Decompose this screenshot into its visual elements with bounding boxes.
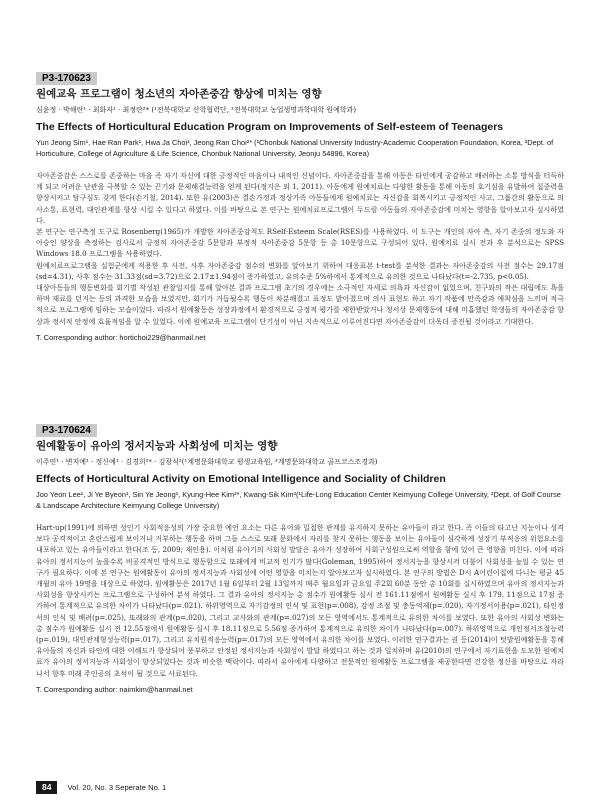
abstract-code: P3-170623 <box>36 72 97 85</box>
authors-english: Yun Jeong Sim¹, Hae Ran Park¹, Hwa Ja Choi¹, Jeong Ran Choi²* (¹Chonbuk National University Industry-Academic Cooperation Foundation, Korea, ²Dept. of Horticulture, College of Agriculture & Life Science, Chonbuk National University, Jeonju 54896, Korea) <box>36 138 554 158</box>
corresponding-author: T. Corresponding author: naimkim@hanmail.net <box>36 684 193 694</box>
abstract-code: P3-170624 <box>36 424 97 437</box>
title-korean: 원예활동이 유아의 정서지능과 사회성에 미치는 영향 <box>36 440 278 452</box>
authors-korean: 이주연¹ · 변지예¹ · 정신예¹ · 김경희²* · 김광식²(¹계명문화대학교 평생교육원, ²계명문화대학교 골프코스조경과) <box>36 458 378 466</box>
body-paragraph: Hart-up(1991)에 의하면 성인기 사회적응성의 가장 중요한 예언 요소는 다른 유아와 밀접한 관계를 유지하지 못하는 유아들이 라고 한다. 즉 이들의 타고난 지능이나 성격보다 공격적이고 혼란스럽게 보이거나 거부하는 행동을 하며 그들 스스로 또래 문화에서 자리를 찾지 못하는 행동을 보이는 유아들이 심각하게 성장기 부적응의 위험요소를 내포하고 있는 유아들이라고 한다(조 등, 2009; 재인용). 이처럼 유아기의 사회성 발달은 유아가 성장하여 사회구성원으로써 역할을 함에 있어 큰 영향을 미친다. 이에 따라 유아의 정서지능이 높을수록 비공격적인 방식으로 행동함으로 또래에게 비교적 인기가 많다(Goleman, 1995)하여 정서지능을 향상시켜 더불어 사회성을 높일 수 있는 연구가 필요하다. 이에 본 연구는 원예활동이 유아의 정서지능과 사회성에 어떤 영향을 미치는지 알아보고자 실시하였다. 본 연구의 방법은 D시 A어린이집에 다니는 평균 45개월의 유아 19명을 대상으로 하였다. 원예활동은 2017년 1월 6일부터 2월 13일까지 매주 월요일과 금요일 주2회 60분 동안 총 10회를 실시하였으며 유아의 정서지능과 사회성을 향상시키는 프로그램으로 구성하여 분석 하였다. 그 결과 유아의 정서지능 총 점수가 원예활동 실시 전 161.11점에서 원예활동 실시 후 179. 11점으로 17점 증가하여 통계적으로 유의한 차이가 나타났다(p=.021). 하위영역으로 자기감정의 인식 및 표현(p=.008), 감정 조절 및 충동억제(p=.020), 자기정서이용(p=.021), 타인정서의 인식 및 배려(p=.025), 또래와의 관계(p=.020), 그리고 교사와의 관계(p=.027)의 모든 영역에서도 통계적으로 유의한 차이를 보였다. 또한 유아의 사회성 변화는 총 점수가 원예활동 실시 전 12.55점에서 원예활동 실시 후 18.11점으로 5.56점 증가하여 통계적으로 유의한 차이가 나타났다(p=.007). 하위영역으로 개인정서조절능력(p=.019), 대인관계형성능력(p=.017), 그리고 유치원적응능력(p=.017)의 모든 영역에서 유의한 차이를 보였다. 이러한 연구결과는 권 등(2014)이 텃밭원예활동을 통해 유아들의 자신과 타인에 대한 이해도가 향상되어 풍부하고 안정된 정서지능과 사회성이 발달 하였다고 하는 것과 일치하며 유(2010)의 연구에서 자기표현을 도모한 원예치료가 유아의 정서지능과 사회성이 향상되었다는 것과 비슷한 맥락이다. 따라서 유아에게 다양하고 전문적인 원예활동 프로그램을 제공한다면 건강한 정신을 바탕으로 자라나서 향후 미래 주인공의 초석이 될 것으로 사료된다. <box>36 523 564 678</box>
journal-info: Vol. 20, No. 3 Seperate No. 1 <box>67 782 167 792</box>
authors-english: Joo Yeon Lee¹, Ji Ye Byeon¹, Sin Ye Jeong¹, Kyung-Hee Kim²*, Kwang-Sik Kim²(¹Life-Long Education Center Keimyung College University, ²Dept. of Golf Course & Landscape Architecture Keimyung College University) <box>36 490 561 510</box>
abstract-body <box>36 522 564 679</box>
title-korean: 원예교육 프로그램이 청소년의 자아존중감 향상에 미치는 영향 <box>36 88 322 100</box>
body-paragraph: 자아존중감은 스스로를 존중하는 마음 즉 자기 자신에 대한 긍정적인 마음이나 내적인 신념이다. 자아존중감을 통해 아동은 타인에게 공감하고 배려하는 소통 방식을 터득하게 되고 어려운 난관을 극복할 수 있는 끈기와 문제해결능력을 얻게 된다(정지은 외 1, 2011). 아동에게 원예치료는 다양한 활동을 통해 아동의 호기심을 유발하여 집중력을 향상시키고 탐구심도 갖게 한다(손기철, 2014). 또한 유(2003)은 결손가정과 정상가족 아동들에게 원예치료는 자신감을 회복시키고 긍정적인 사고, 그룹간의 활동으로 의사소통, 표현력, 대인관계를 향상 시킬 수 있다고 하였다. 이를 바탕으로 본 연구는 원예치료프로그램이 두드림 아동들의 자아존중감에 미치는 영향을 알아보고자 실시하였다. <box>36 171 564 225</box>
title-english: Effects of Horticultural Activity on Emotional Intelligence and Sociality of Children <box>36 473 446 485</box>
title-english: The Effects of Horticultural Education Program on Improvements of Self-esteem of Teenagers <box>36 121 504 133</box>
abstract-2 <box>36 418 564 694</box>
corresponding-author: T. Corresponding author: hortichoi229@hanmail.net <box>36 332 206 342</box>
page-footer <box>36 781 564 793</box>
abstract-body <box>36 170 564 327</box>
page-number: 84 <box>36 781 57 794</box>
abstract-1 <box>36 66 564 342</box>
authors-korean: 심윤정 · 박해란¹ · 최화자¹ · 최정란²* (¹전북대학교 산학협력단, ²전북대학교 농업생명과학대학 원예학과) <box>36 106 357 114</box>
body-paragraph: 대상아동들의 행동변화를 회기별 작성된 관찰일지를 통해 알아본 결과 프로그램 초기의 경우에는 소극적인 자세로 의욕과 자신감이 없었으며, 친구와의 작은 대립에도 욕을 하며 재료를 던지는 등의 과격한 모습을 보였지만, 회기가 거듭될수록 행동이 차분해졌고 표정도 밝아졌으며 의사 표현도 하고 자기 작품에 만족감과 애착심을 느끼며 적극적으로 프로그램에 임하는 모습이었다. 따라서 원예활동은 성장과정에서 환경적으로 긍정적 평가를 제한받았거나 청서상 문제행동에 대해 미흡했던 학생들의 자아존중감 향상과 정서적 안정에 효율적임을 알 수 있었다. 이에 원예교육 프로그램이 단기성이 아닌 지속적으로 이루어진다면 자아존중감이 더욱더 증진될 것이라고 기대한다. <box>36 283 564 326</box>
body-paragraph: 원예치료프로그램을 실험군에게 적용한 후 사전, 사후 자아존중감 점수의 변화를 알아보기 위하여 대응표본 t-test를 분석한 결과는 자아존중감의 사전 점수는 29.17점(sd=4.31), 사후 점수는 31.33점(sd=3.72)으로 2.17±1.94점이 증가하였고, 유의수준 5%하에서 통계적으로 유의한 것으로 나타났다(t=-2.735, p<0.05). <box>36 260 564 281</box>
body-paragraph: 본 연구는 연구측정 도구로 Rosenberg(1965)가 개발한 자아존중감척도 RSelf-Esteem Scale(RSES)를 사용하였다. 이 도구는 개인의 자아 측, 자기 존중의 정도와 자아승인 양상을 측정하는 검사로서 긍정적 자아존중감 5문항과 부정적 자아존중감 5문항 등 총 10문항으로 구성되어 있다. 원예치료 실시 전과 후 분석으로는 SPSS Windows 18.0 프로그램을 사용하였다. <box>36 227 564 259</box>
